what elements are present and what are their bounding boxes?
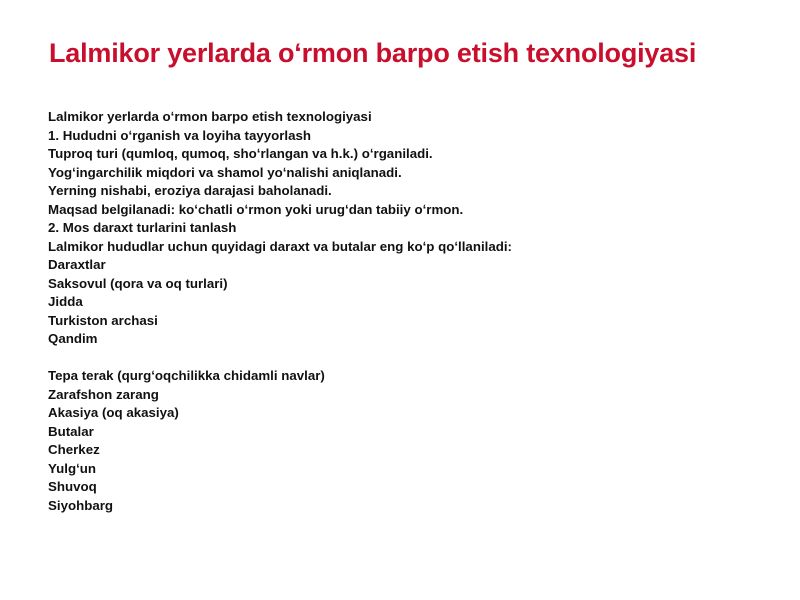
body-line-shuvoq: Shuvoq <box>48 479 97 494</box>
body-line-tepa-terak: Tepa terak (qurgʻoqchilikka chidamli navlar) <box>48 368 325 383</box>
body-line-cherkez: Cherkez <box>48 442 100 457</box>
body-line-qandim: Qandim <box>48 331 98 346</box>
body-line-intro: Lalmikor yerlarda oʻrmon barpo etish texnologiyasi <box>48 109 372 124</box>
body-line-precipitation: Yogʻingarchilik miqdori va shamol yoʻnalishi aniqlanadi. <box>48 164 402 180</box>
body-line-siyohbarg: Siyohbarg <box>48 497 114 513</box>
body-line-akasiya: Akasiya (oq akasiya) <box>48 405 179 420</box>
body-line-soil: Tuproq turi (qumloq, qumoq, shoʻrlangan va h.k.) oʻrganiladi. <box>48 146 433 161</box>
body-line-goal: Maqsad belgilanadi: koʻchatli oʻrmon yoki urugʻdan tabiiy oʻrmon. <box>48 201 464 217</box>
body-line-species-intro: Lalmikor hududlar uchun quyidagi daraxt va butalar eng koʻp qoʻllaniladi: <box>48 238 512 254</box>
slide-body <box>48 108 768 515</box>
body-line-saksovul: Saksovul (qora va oq turlari) <box>48 275 228 291</box>
slide-title: Lalmikor yerlarda oʻrmon barpo etish texnologiyasi <box>49 38 697 68</box>
body-line-shrubs-heading: Butalar <box>48 423 94 439</box>
body-line-zarafshon-zarang: Zarafshon zarang <box>48 386 159 402</box>
body-line-blank <box>48 349 768 368</box>
body-line-yulgun: Yulgʻun <box>48 460 97 476</box>
body-line-trees-heading: Daraxtlar <box>48 257 106 272</box>
body-line-turkiston-archasi: Turkiston archasi <box>48 312 158 328</box>
body-line-step-2-heading: 2. Mos daraxt turlarini tanlash <box>48 220 237 235</box>
body-line-step-1-heading: 1. Hududni oʻrganish va loyiha tayyorlash <box>48 127 312 143</box>
body-line-jidda: Jidda <box>48 294 83 309</box>
body-line-slope: Yerning nishabi, eroziya darajasi baholanadi. <box>48 183 332 198</box>
